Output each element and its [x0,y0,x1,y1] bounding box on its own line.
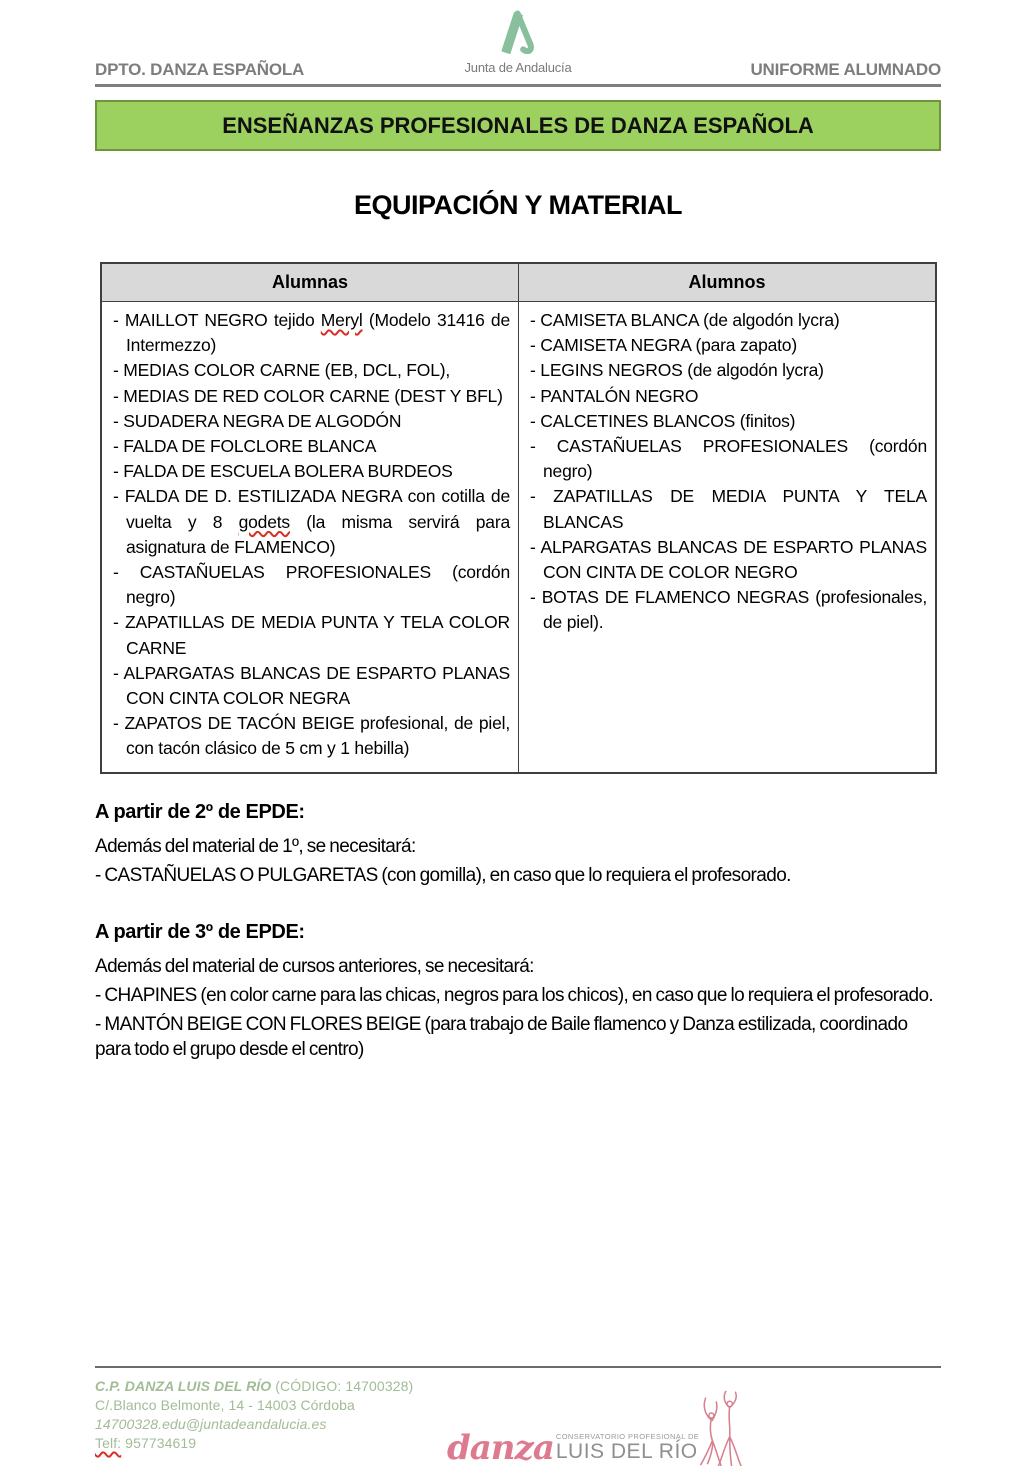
table-body-row [101,302,936,773]
table-item: - FALDA DE FOLCLORE BLANCA [113,436,377,457]
section-2-item: - CASTAÑUELAS O PULGARETAS (con gomilla), en caso que lo requiera el profesorado. [95,865,791,886]
section-3-intro: Además del material de cursos anteriores, se necesitará: [95,956,534,977]
section-3-item-chapines: - CHAPINES (en color carne para las chicas, negros para los chicos), en caso que lo requiera el profesorado. [95,985,934,1006]
table-item: - MEDIAS DE RED COLOR CARNE (DEST Y BFL) [113,385,503,406]
junta-logo-caption: Junta de Andalucía [464,60,572,75]
table-item: - ZAPATILLAS DE MEDIA PUNTA Y TELA BLANCAS [530,486,927,532]
table-item: - CAMISETA NEGRA (para zapato) [530,335,797,356]
misspelled-word: godets [238,511,290,532]
misspelled-word: Meryl [320,310,363,330]
section-2-intro: Además del material de 1º, se necesitará: [95,836,416,857]
table-item: - CASTAÑUELAS PROFESIONALES (cordón negro) [113,562,510,608]
column-header-alumnos: Alumnos [519,263,937,302]
table-item: - CASTAÑUELAS PROFESIONALES (cordón negro) [530,436,927,482]
table-item: - MAILLOT NEGRO tejido Meryl (Modelo 31416 de Intermezzo) [113,310,510,356]
section-2-epde [95,801,941,892]
table-item: - FALDA DE D. ESTILIZADA NEGRA con cotilla de vuelta y 8 godets (la misma servirá para asignatura de FLAMENCO) [113,486,510,557]
page-footer [95,1366,941,1466]
page-title: EQUIPACIÓN Y MATERIAL [353,190,683,220]
section-3-epde [95,921,941,1066]
footer-address: C/.Blanco Belmonte, 14 - 14003 Córdoba [95,1397,355,1413]
table-item: - PANTALÓN NEGRO [530,385,699,406]
table-item: - ZAPATILLAS DE MEDIA PUNTA Y TELA COLOR CARNE [113,612,510,658]
table-header-row [101,263,936,302]
flamenco-dancers-icon [695,1390,749,1466]
table-item: - CALCETINES BLANCOS (finitos) [530,410,796,431]
table-item: - CAMISETA BLANCA (de algodón lycra) [530,310,840,330]
conservatorio-logo [447,1384,749,1466]
uniform-table [100,262,937,774]
conservatorio-logo-small-caps: CONSERVATORIO PROFESIONAL DE [555,1432,700,1441]
table-item: - LEGINS NEGROS (de algodón lycra) [530,360,824,381]
column-header-alumnas: Alumnas [101,263,519,302]
table-item: - FALDA DE ESCUELA BOLERA BURDEOS [113,461,453,482]
conservatorio-logo-text [556,1432,699,1462]
section-3-item-manton: - MANTÓN BEIGE CON FLORES BEIGE (para trabajo de Baile flamenco y Danza estilizada, coordinado para todo el grupo desde el centro) [95,1014,908,1060]
alumnas-cell [101,302,519,773]
program-banner: ENSEÑANZAS PROFESIONALES DE DANZA ESPAÑOLA [95,100,941,151]
table-item: - ZAPATOS DE TACÓN BEIGE profesional, de piel, con tacón clásico de 5 cm y 1 hebilla) [113,713,510,759]
table-item: - BOTAS DE FLAMENCO NEGRAS (profesionales, de piel). [530,587,927,633]
table-item: - SUDADERA NEGRA DE ALGODÓN [113,410,402,431]
footer-school-code: (CÓDIGO: 14700328) [271,1378,414,1394]
table-item: - MEDIAS COLOR CARNE (EB, DCL, FOL), [113,360,451,381]
table-item: - ALPARGATAS BLANCAS DE ESPARTO PLANAS CON CINTA COLOR NEGRA [113,662,510,709]
misspelled-word: Telf: [95,1435,122,1451]
page-header [95,8,941,87]
junta-de-andalucia-a-icon [501,10,535,54]
conservatorio-logo-danza: danza [447,1427,554,1466]
section-2-heading: A partir de 2º de EPDE: [95,801,305,823]
section-3-heading: A partir de 3º de EPDE: [95,921,305,943]
footer-school-name-bold: C.P. DANZA LUIS DEL RÍO [95,1378,272,1394]
header-department: DPTO. DANZA ESPAÑOLA [95,60,305,79]
header-row [95,60,941,80]
footer-email: 14700328.edu@juntadeandalucia.es [95,1416,327,1432]
alumnos-cell [519,302,937,773]
footer-phone-number: 957734619 [121,1435,197,1451]
conservatorio-logo-name: LUIS DEL RÍO [555,1440,698,1463]
header-doc-type: UNIFORME ALUMNADO [750,60,941,79]
table-item: - ALPARGATAS BLANCAS DE ESPARTO PLANAS CON CINTA DE COLOR NEGRO [530,536,927,583]
